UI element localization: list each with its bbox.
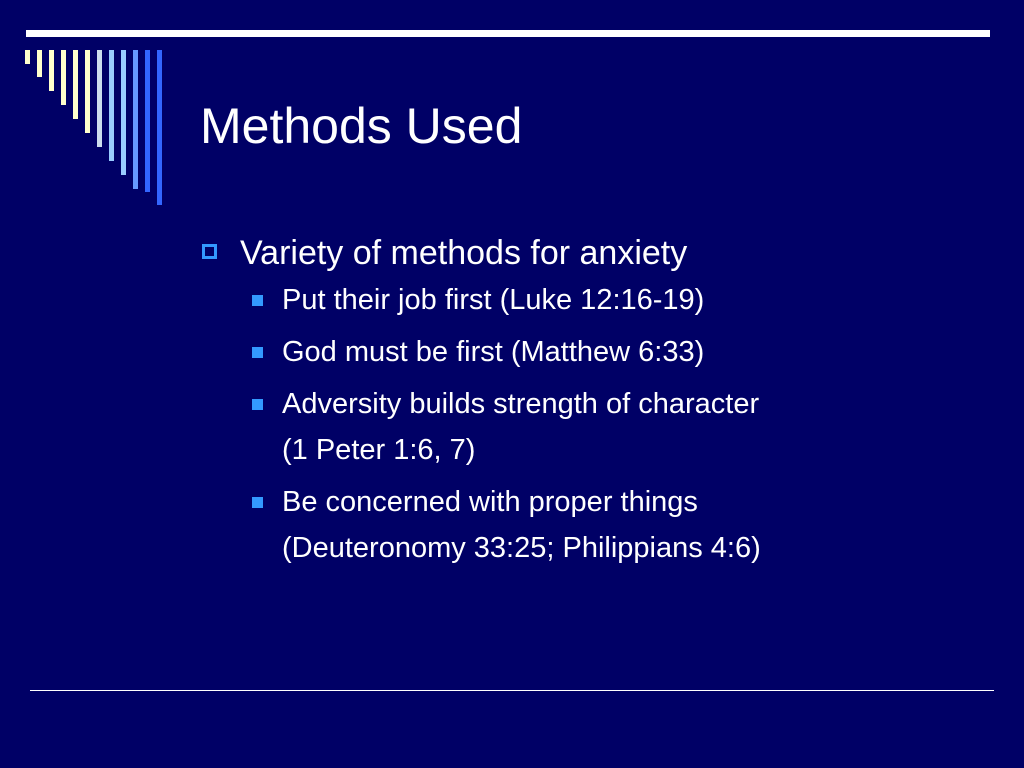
sub-bullet-text: Adversity builds strength of character (282, 388, 760, 420)
slide-title: Methods Used (200, 98, 523, 154)
stripe (85, 50, 90, 133)
stripe (73, 50, 78, 119)
decorative-stripes (0, 0, 180, 220)
stripe (49, 50, 54, 91)
square-bullet-icon (252, 347, 263, 358)
sub-bullet-item (200, 384, 1000, 470)
stripe (61, 50, 66, 105)
square-bullet-icon (252, 295, 263, 306)
stripe (97, 50, 102, 147)
sub-bullet-text: God must be first (Matthew 6:33) (282, 336, 705, 368)
sub-bullet-item (200, 280, 1000, 320)
sub-bullet-text-continued: (1 Peter 1:6, 7) (282, 434, 476, 466)
stripe (133, 50, 138, 189)
slide-content (200, 232, 1000, 580)
square-bullet-icon (252, 399, 263, 410)
sub-bullet-list (200, 280, 1000, 568)
stripe (157, 50, 162, 205)
bullet-item (200, 232, 1000, 274)
bottom-rule (30, 690, 994, 691)
sub-bullet-text: Put their job first (Luke 12:16-19) (282, 284, 705, 316)
sub-bullet-text: Be concerned with proper things (282, 486, 698, 518)
sub-bullet-item (200, 482, 1000, 568)
bullet-text: Variety of methods for anxiety (240, 234, 688, 272)
hollow-square-bullet-icon (202, 244, 217, 259)
stripe (145, 50, 150, 192)
sub-bullet-item (200, 332, 1000, 372)
stripe (37, 50, 42, 77)
stripe (109, 50, 114, 161)
sub-bullet-text-continued: (Deuteronomy 33:25; Philippians 4:6) (282, 532, 761, 564)
square-bullet-icon (252, 497, 263, 508)
stripe (25, 50, 30, 64)
stripe (121, 50, 126, 175)
